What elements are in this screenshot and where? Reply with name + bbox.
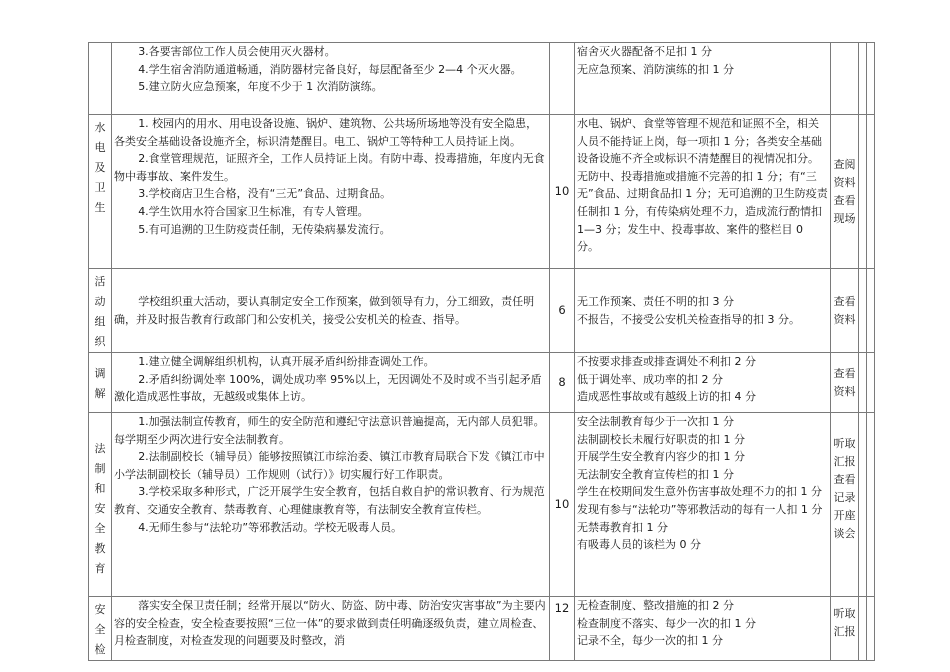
requirement-item: 2.矛盾纠纷调处率 100%，调处成功率 95%以上，无因调处不及时或不当引起矛盾激化造成恶性事故，无越级或集体上访。 [114,372,542,404]
blank-cell [867,269,875,353]
deduction-item: 安全法制教育每少于一次扣 1 分 [577,415,734,428]
requirement-item: 1.加强法制宣传教育，师生的安全防范和遵纪守法意识普遍提高，无内部人员犯罪。每学期至少两次进行安全法制教育。 [114,415,545,446]
blank-cell [859,353,867,413]
score-cell [550,43,575,115]
deduction-item: 宿舍灭火器配备不足扣 1 分 [577,45,712,58]
blank-cell [859,43,867,115]
deduction-item: 水电、锅炉、食堂等管理不规范和证照不全，相关人员不能持证上岗，每一项扣 1 分；各类安全基础设备设施不齐全或标识不清楚醒目的视情况扣分。无防中、投毒措施或措施不完善的扣 1 分；有“三无”食品、过期食品扣 1 分；无可追溯的卫生防疫责任制扣 1 分，有传染病处理不力，造成流行酌情扣 1—3 分；发生中、投毒事故、案件的整栏目 0 分。 [577,117,828,254]
requirement-item: 1.建立健全调解组织机构，认真开展矛盾纠纷排查调处工作。 [138,355,435,368]
table-row [89,269,875,353]
deduction-cell [575,413,831,597]
deduction-item: 造成恶性事故或有越级上访的扣 4 分 [577,390,756,404]
requirement-item: 5.有可追溯的卫生防疫责任制，无传染病暴发流行。 [138,222,391,236]
deduction-item: 无法制安全教育宣传栏的扣 1 分 [577,467,734,481]
method-cell: 听取 汇报 [831,597,859,661]
safety-assessment-table [88,42,875,661]
requirement-item: 学校组织重大活动，要认真制定安全工作预案，做到领导有力，分工细致，责任明确，并及时报告教育行政部门和公安机关，接受公安机关的检查、指导。 [114,294,535,326]
category-cell: 安 全 检 [89,597,112,661]
deduction-item: 发现有参与“法轮功”等邪教活动的每有一人扣 1 分 [577,502,823,516]
requirement-cell [112,115,550,269]
deduction-item: 有吸毒人员的该栏为 0 分 [577,538,701,552]
method-cell: 查看 资料 [831,269,859,353]
deduction-cell [575,353,831,413]
table-row [89,597,875,661]
method-cell: 查阅 资料 查看 现场 [831,115,859,269]
requirement-item: 4.学生宿舍消防通道畅通，消防器材完备良好，每层配备至少 2—4 个灭火器。 [138,62,522,76]
method-cell [831,43,859,115]
blank-cell [859,269,867,353]
requirement-cell [112,269,550,353]
score-cell: 12 [550,597,575,661]
deduction-item: 学生在校期间发生意外伤害事故处理不力的扣 1 分 [577,485,822,499]
table-row [89,115,875,269]
deduction-item: 开展学生安全教育内容少的扣 1 分 [577,450,745,464]
requirement-item: 落实安全保卫责任制；经常开展以“防火、防盗、防中毒、防治安灾害事故”为主要内容的安全检查，安全检查要按照“三位一体”的要求做到责任明确逐级负责，建立周检查、月检查制度，对检查发现的问题要及时整改，消 [114,599,546,648]
blank-cell [867,43,875,115]
score-cell: 6 [550,269,575,353]
category-cell [89,43,112,115]
category-cell: 活 动 组 织 [89,269,112,353]
requirement-item: 5.建立防火应急预案，年度不少于 1 次消防演练。 [138,80,383,94]
category-cell: 法 制 和 安 全 教 育 [89,413,112,597]
table-row [89,413,875,597]
requirement-item: 3.各要害部位工作人员会使用灭火器材。 [138,45,336,58]
blank-cell [867,115,875,269]
deduction-cell [575,115,831,269]
method-cell: 查看 资料 [831,353,859,413]
score-cell: 10 [550,115,575,269]
requirement-cell [112,43,550,115]
requirement-cell [112,353,550,413]
requirement-item: 2.法制副校长（辅导员）能够按照镇江市综治委、镇江市教育局联合下发《镇江市中小学法制副校长（辅导员）工作规则（试行）》切实履行好工作职责。 [114,450,545,481]
deduction-item: 无应急预案、消防演练的扣 1 分 [577,62,734,76]
deduction-item: 无工作预案、责任不明的扣 3 分 [577,294,734,308]
requirement-item: 4.学生饮用水符合国家卫生标准，有专人管理。 [138,204,369,218]
requirement-item: 3.学校商店卫生合格，没有“三无”食品、过期食品。 [138,187,392,201]
score-cell: 8 [550,353,575,413]
requirement-cell [112,597,550,661]
requirement-item: 3.学校采取多种形式，广泛开展学生安全教育，包括自救自护的常识教育、行为规范教育、交通安全教育、禁毒教育、心理健康教育等，有法制安全教育宣传栏。 [114,485,545,516]
requirement-item: 4.无师生参与“法轮功”等邪教活动。学校无吸毒人员。 [138,520,403,534]
blank-cell [859,413,867,597]
score-cell: 10 [550,413,575,597]
blank-cell [859,597,867,661]
table-row [89,353,875,413]
category-cell: 调 解 [89,353,112,413]
requirement-cell [112,413,550,597]
deduction-item: 不报告，不接受公安机关检查指导的扣 3 分。 [577,312,800,326]
requirement-item: 1. 校园内的用水、用电设备设施、锅炉、建筑物、公共场所场地等没有安全隐患，各类安全基础设备设施齐全，标识清楚醒目。电工、锅炉工等特种工人员持证上岗。 [114,117,538,148]
blank-cell [859,115,867,269]
deduction-item: 法制副校长未履行好职责的扣 1 分 [577,432,745,446]
blank-cell [867,597,875,661]
deduction-cell [575,269,831,353]
requirement-item: 2.食堂管理规范，证照齐全，工作人员持证上岗。有防中毒、投毒措施，年度内无食物中毒事故、案件发生。 [114,152,545,183]
table-row [89,43,875,115]
blank-cell [867,413,875,597]
deduction-cell [575,43,831,115]
deduction-item: 检查制度不落实、每少一次的扣 1 分 [577,616,756,630]
deduction-item: 不按要求排查或排查调处不利扣 2 分 [577,355,756,368]
deduction-item: 无检查制度、整改措施的扣 2 分 [577,599,734,612]
blank-cell [867,353,875,413]
deduction-item: 记录不全，每少一次的扣 1 分 [577,634,723,648]
deduction-cell [575,597,831,661]
category-cell: 水 电 及 卫 生 [89,115,112,269]
deduction-item: 低于调处率、成功率的扣 2 分 [577,372,723,386]
method-cell: 听取 汇报 查看 记录 开座 谈会 [831,413,859,597]
deduction-item: 无禁毒教育扣 1 分 [577,520,668,534]
